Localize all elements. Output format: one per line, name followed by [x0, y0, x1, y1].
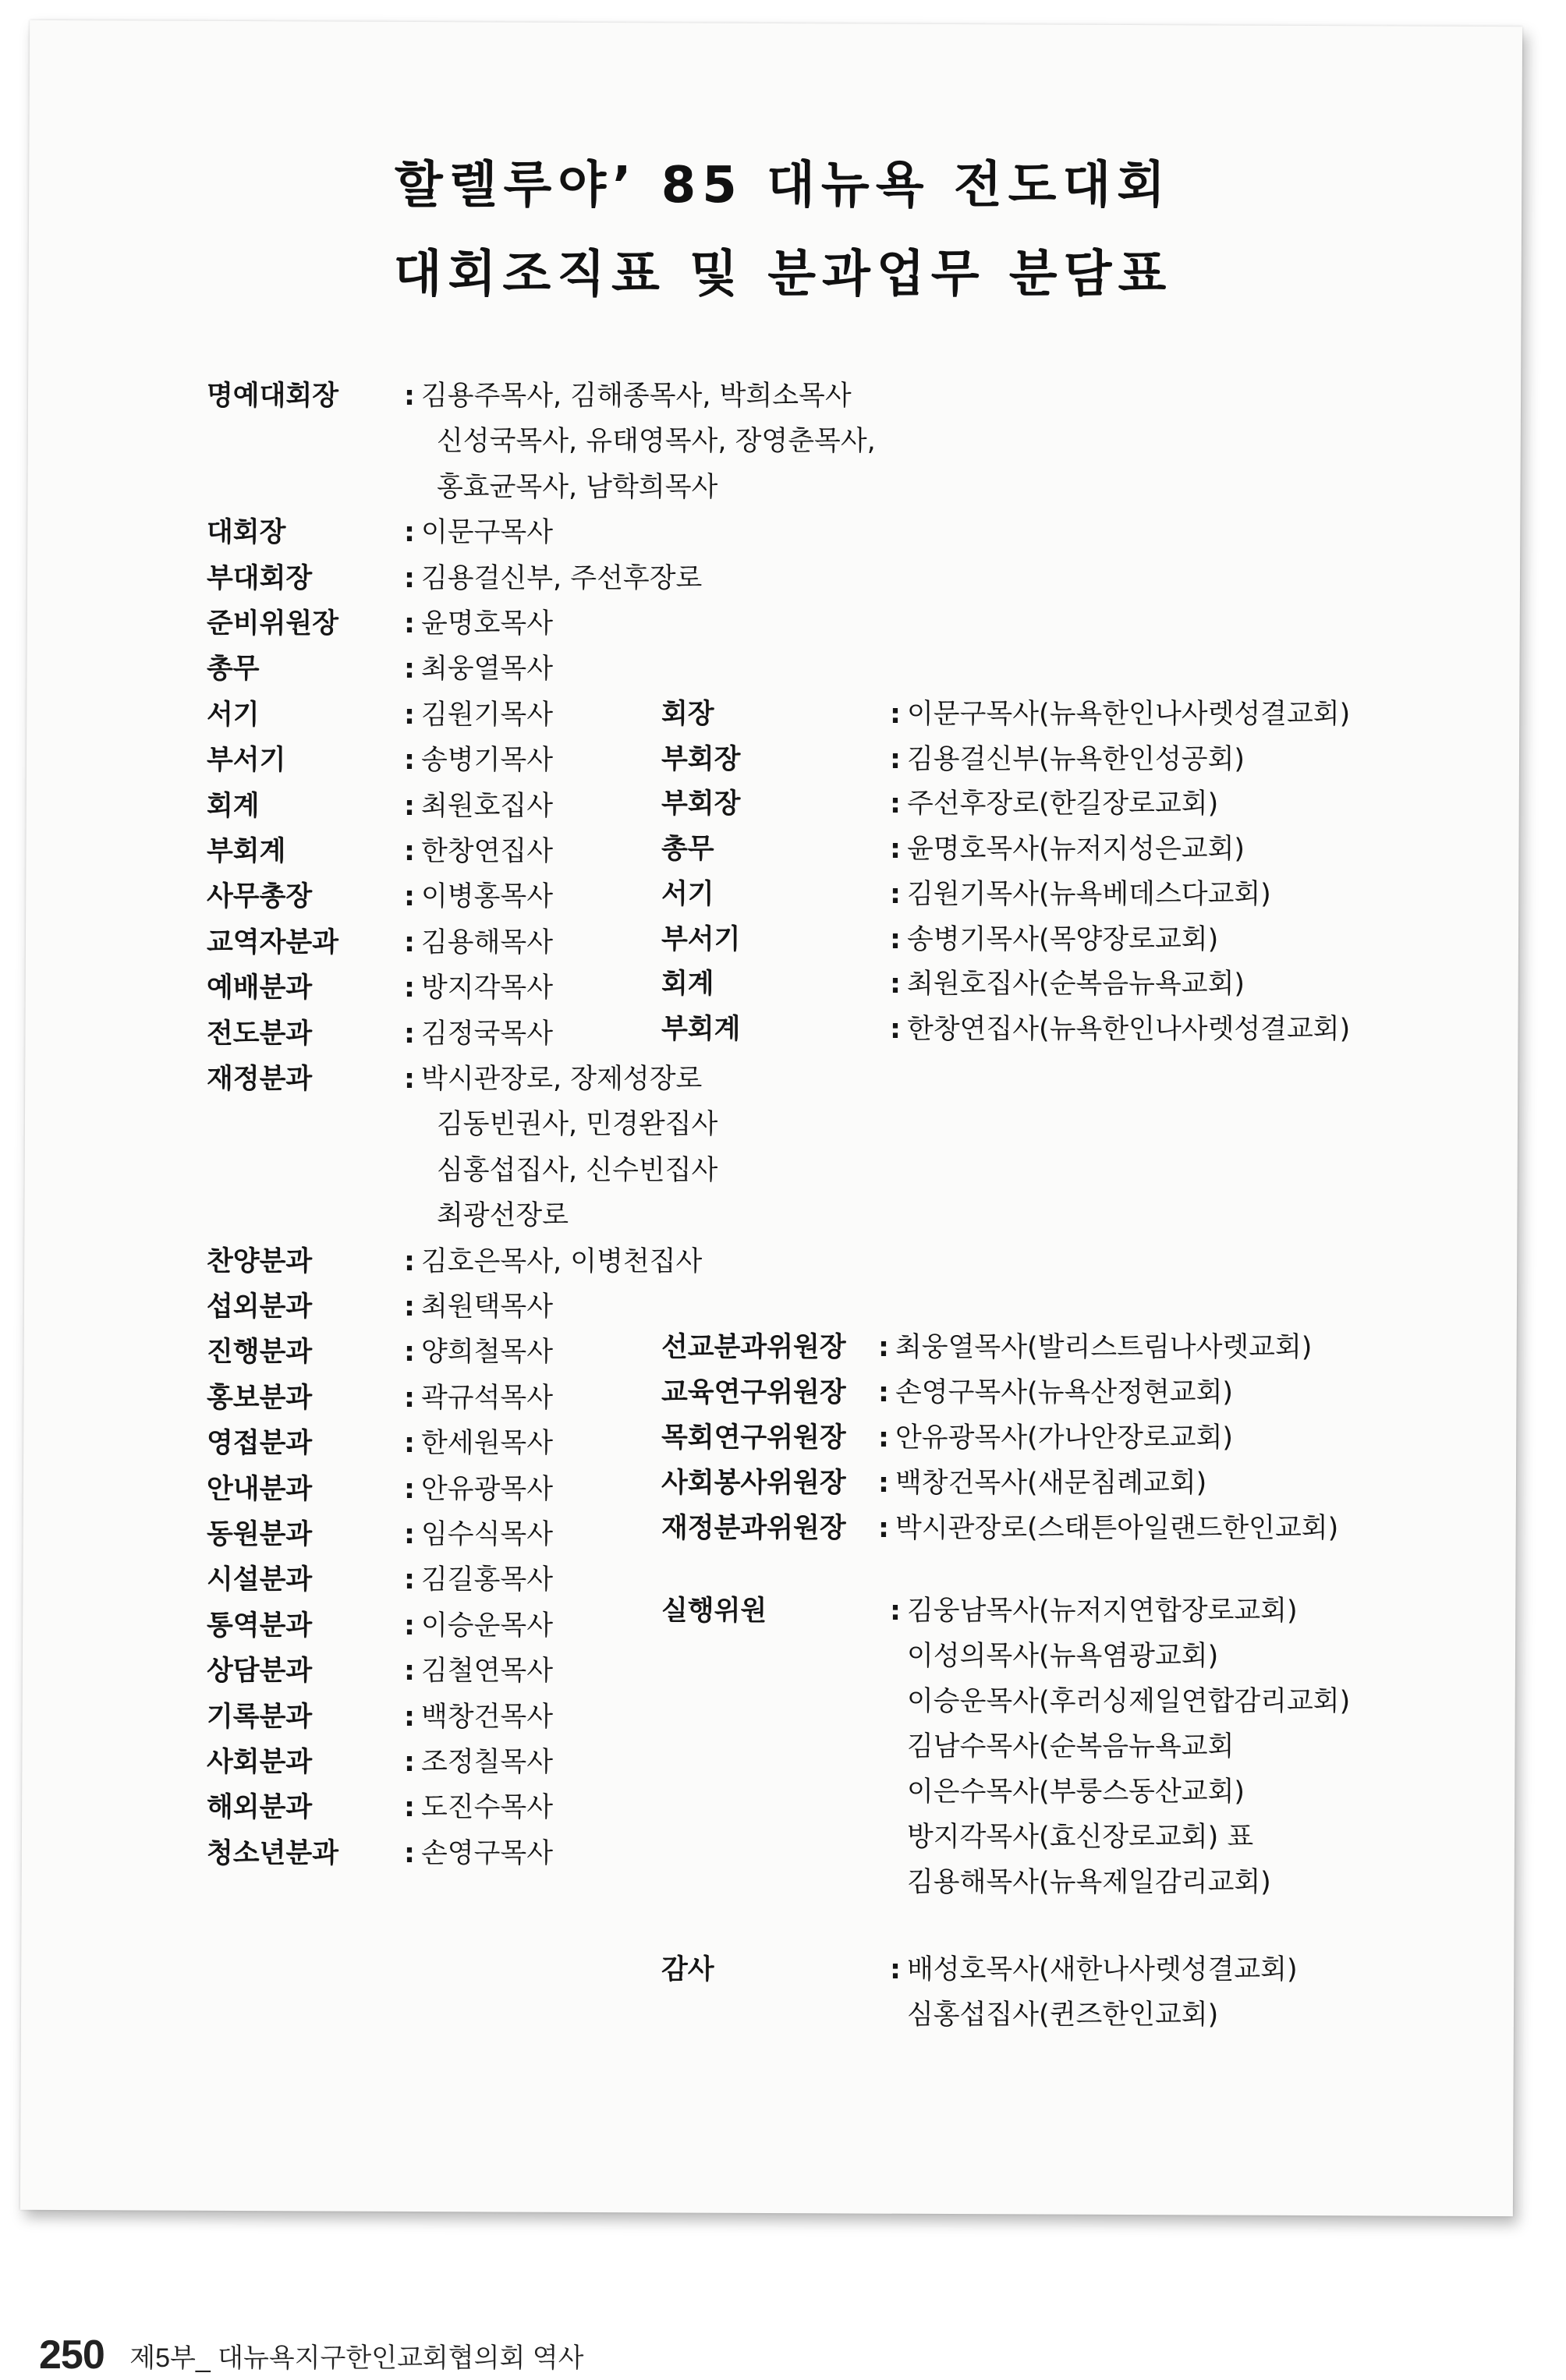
label-separator: :: [878, 1422, 889, 1454]
roster-row: [207, 604, 553, 644]
role-label: 사회봉사위원장: [661, 1468, 846, 1499]
member-names: 양희철목사: [421, 1337, 554, 1369]
member-names: 최광선장로: [437, 1200, 569, 1232]
label-separator: :: [404, 1837, 415, 1869]
roster-row: [661, 919, 1218, 960]
label-separator: :: [404, 836, 415, 867]
member-names: 김용걸신부, 주선후장로: [421, 562, 703, 594]
member-names: 손영구목사(뉴욕산정현교회): [895, 1377, 1234, 1408]
role-label: 재정분과위원장: [661, 1513, 846, 1544]
label-separator: :: [404, 881, 415, 913]
roster-row: [207, 1469, 553, 1510]
role-label: 홍보분과: [207, 1382, 313, 1414]
roster-row: [661, 694, 1350, 735]
label-separator: :: [404, 699, 415, 731]
member-names: 홍효균목사, 남학희목사: [437, 471, 718, 503]
role-label: 회계: [661, 969, 714, 1001]
roster-row: [437, 1150, 717, 1191]
member-names: 송병기목사(목양장로교회): [907, 923, 1219, 955]
member-names: 김용주목사, 김해종목사, 박희소목사: [421, 381, 852, 412]
role-label: 회장: [661, 699, 714, 730]
roster-row: [907, 1727, 1234, 1767]
role-label: 명예대회장: [207, 381, 339, 412]
roster-row: [207, 1742, 553, 1783]
label-separator: :: [890, 878, 901, 910]
member-names: 이병홍목사: [421, 881, 554, 913]
member-names: 안유광목사(가나안장로교회): [895, 1422, 1234, 1454]
member-names: 백창건목사(새문침례교회): [895, 1468, 1207, 1499]
member-names: 김웅남목사(뉴저지연합장로교회): [907, 1596, 1298, 1627]
role-label: 부서기: [661, 923, 741, 955]
member-names: 김용걸신부(뉴욕한인성공회): [907, 743, 1245, 775]
label-separator: :: [404, 1747, 415, 1778]
document-title: 할렐루야’ 85 대뉴욕 전도대회: [394, 157, 1172, 214]
role-label: 총무: [661, 834, 714, 866]
role-label: 상담분과: [207, 1656, 313, 1688]
roster-row: [207, 1287, 553, 1327]
roster-row: [207, 649, 553, 689]
member-names: 김원기목사: [421, 699, 554, 731]
member-names: 이문구목사(뉴욕한인나사렛성결교회): [907, 699, 1351, 730]
member-names: 박시관장로, 장제성장로: [421, 1064, 703, 1095]
label-separator: :: [404, 790, 415, 822]
label-separator: :: [890, 788, 901, 820]
label-separator: :: [878, 1332, 889, 1363]
member-names: 김철연목사: [421, 1656, 554, 1688]
role-label: 총무: [207, 653, 260, 685]
role-label: 섭외분과: [207, 1291, 313, 1323]
roster-row: [661, 739, 1245, 780]
role-label: 부회장: [661, 788, 741, 820]
label-separator: :: [878, 1377, 889, 1408]
roster-row: [207, 558, 702, 599]
member-names: 최원호집사(순복음뉴욕교회): [907, 969, 1245, 1001]
label-separator: :: [890, 969, 901, 1001]
label-separator: :: [404, 1382, 415, 1414]
roster-row: [207, 968, 553, 1008]
member-names: 윤명호목사(뉴저지성은교회): [907, 834, 1245, 866]
role-label: 교역자분과: [207, 926, 339, 958]
member-names: 안유광목사: [421, 1473, 554, 1505]
roster-row: [661, 1463, 1206, 1503]
roster-row: [661, 1327, 1312, 1368]
member-names: 최원호집사: [421, 790, 554, 822]
role-label: 서기: [207, 699, 260, 731]
label-separator: :: [404, 1656, 415, 1688]
member-names: 주선후장로(한길장로교회): [907, 788, 1219, 820]
role-label: 서기: [661, 878, 714, 910]
roster-row: [437, 1104, 717, 1145]
roster-row: [661, 1591, 1298, 1631]
role-label: 부서기: [207, 745, 286, 777]
role-label: 부대회장: [207, 562, 313, 594]
role-label: 교육연구위원장: [661, 1377, 846, 1408]
roster-row: [437, 467, 717, 508]
label-separator: :: [878, 1468, 889, 1499]
role-label: 대회장: [207, 517, 286, 549]
roster-row: [207, 1378, 553, 1418]
member-names: 임수식목사: [421, 1519, 554, 1550]
member-names: 최웅열목사: [421, 653, 554, 685]
roster-row: [907, 1817, 1253, 1858]
label-separator: :: [404, 1064, 415, 1095]
member-names: 손영구목사: [421, 1837, 554, 1869]
member-names: 이성의목사(뉴욕염광교회): [907, 1641, 1219, 1672]
role-label: 진행분과: [207, 1337, 313, 1369]
roster-row: [661, 1950, 1298, 1990]
member-names: 한창연집사(뉴욕한인나사렛성결교회): [907, 1013, 1351, 1045]
roster-row: [207, 1423, 553, 1464]
roster-row: [207, 512, 553, 553]
roster-row: [207, 695, 553, 735]
label-separator: :: [404, 1610, 415, 1642]
member-names: 김호은목사, 이병천집사: [421, 1245, 703, 1277]
label-separator: :: [404, 517, 415, 549]
member-names: 조정칠목사: [421, 1747, 554, 1778]
roster-row: [207, 786, 553, 827]
roster-row: [907, 1681, 1350, 1722]
role-label: 재정분과: [207, 1064, 313, 1095]
role-label: 목회연구위원장: [661, 1422, 846, 1454]
label-separator: :: [404, 1337, 415, 1369]
label-separator: :: [878, 1513, 889, 1544]
label-separator: :: [404, 1792, 415, 1824]
member-names: 이은수목사(부룽스동산교회): [907, 1776, 1245, 1808]
label-separator: :: [890, 834, 901, 866]
member-names: 도진수목사: [421, 1792, 554, 1824]
roster-row: [907, 1862, 1271, 1903]
role-label: 감사: [661, 1954, 714, 1985]
member-names: 한창연집사: [421, 836, 554, 867]
member-names: 김원기목사(뉴욕베데스다교회): [907, 878, 1271, 910]
roster-row: [907, 1995, 1218, 2035]
scanned-page: [20, 20, 1522, 2216]
member-names: 김용해목사: [421, 926, 554, 958]
role-label: 안내분과: [207, 1473, 313, 1505]
role-label: 사회분과: [207, 1747, 313, 1778]
role-label: 통역분과: [207, 1610, 313, 1642]
roster-row: [207, 740, 553, 781]
roster-row: [207, 1560, 553, 1600]
role-label: 실행위원: [661, 1596, 767, 1627]
label-separator: :: [890, 923, 901, 955]
label-separator: :: [404, 653, 415, 685]
roster-row: [207, 923, 553, 963]
member-names: 김용해목사(뉴욕제일감리교회): [907, 1867, 1271, 1898]
role-label: 부회계: [661, 1013, 741, 1045]
label-separator: :: [404, 972, 415, 1004]
role-label: 예배분과: [207, 972, 313, 1004]
roster-row: [207, 1514, 553, 1555]
roster-row: [661, 1508, 1338, 1549]
roster-row: [207, 1787, 553, 1828]
member-names: 한세원목사: [421, 1428, 554, 1460]
roster-row: [207, 1651, 553, 1691]
role-label: 기록분과: [207, 1701, 313, 1733]
roster-row: [207, 877, 553, 917]
role-label: 동원분과: [207, 1519, 313, 1550]
member-names: 심홍섭집사(퀸즈한인교회): [907, 1999, 1219, 2031]
footer-section-title: 제5부_ 대뉴욕지구한인교회협의회 역사: [129, 2343, 584, 2373]
roster-row: [437, 1195, 569, 1236]
member-names: 백창건목사: [421, 1701, 554, 1733]
member-names: 배성호목사(새한나사렛성결교회): [907, 1954, 1298, 1985]
role-label: 해외분과: [207, 1792, 313, 1824]
member-names: 방지각목사(효신장로교회) 표: [907, 1822, 1254, 1853]
roster-row: [661, 1009, 1350, 1050]
label-separator: :: [404, 1291, 415, 1323]
member-names: 김동빈권사, 민경완집사: [437, 1109, 718, 1141]
member-names: 최웅열목사(발리스트림나사렛교회): [895, 1332, 1313, 1363]
roster-row: [661, 964, 1245, 1004]
member-names: 김길홍목사: [421, 1564, 554, 1596]
roster-row: [207, 1332, 553, 1372]
member-names: 심홍섭집사, 신수빈집사: [437, 1154, 718, 1186]
label-separator: :: [890, 1013, 901, 1045]
role-label: 찬양분과: [207, 1245, 313, 1277]
document-subtitle: 대회조직표 및 분과업무 분담표: [393, 246, 1173, 303]
role-label: 회계: [207, 790, 260, 822]
member-names: 박시관장로(스태튼아일랜드한인교회): [895, 1513, 1339, 1544]
label-separator: :: [404, 381, 415, 412]
roster-row: [661, 829, 1245, 869]
label-separator: :: [404, 1564, 415, 1596]
label-separator: :: [404, 1473, 415, 1505]
roster-row: [207, 1606, 553, 1646]
roster-row: [207, 1241, 702, 1282]
roster-row: [207, 1014, 553, 1054]
roster-row: [207, 831, 553, 872]
roster-row: [661, 1372, 1233, 1413]
member-names: 김남수목사(순복음뉴욕교회: [907, 1731, 1235, 1762]
member-names: 방지각목사: [421, 972, 554, 1004]
member-names: 이문구목사: [421, 517, 554, 549]
roster-row: [907, 1772, 1245, 1812]
page-number: 250: [39, 2332, 105, 2378]
label-separator: :: [404, 562, 415, 594]
member-names: 김정국목사: [421, 1018, 554, 1050]
role-label: 부회장: [661, 743, 741, 775]
label-separator: :: [890, 1954, 901, 1985]
role-label: 시설분과: [207, 1564, 313, 1596]
member-names: 최원택목사: [421, 1291, 554, 1323]
label-separator: :: [404, 1519, 415, 1550]
roster-row: [207, 1059, 702, 1100]
role-label: 사무총장: [207, 881, 313, 913]
role-label: 청소년분과: [207, 1837, 339, 1869]
member-names: 곽규석목사: [421, 1382, 554, 1414]
roster-row: [207, 1697, 553, 1737]
role-label: 선교분과위원장: [661, 1332, 846, 1363]
label-separator: :: [404, 1428, 415, 1460]
label-separator: :: [404, 1018, 415, 1050]
roster-row: [207, 1833, 553, 1874]
roster-row: [661, 784, 1218, 824]
role-label: 준비위원장: [207, 608, 339, 639]
member-names: 윤명호목사: [421, 608, 554, 639]
roster-row: [907, 1636, 1218, 1677]
role-label: 전도분과: [207, 1018, 313, 1050]
roster-row: [437, 421, 876, 462]
label-separator: :: [404, 1701, 415, 1733]
label-separator: :: [404, 608, 415, 639]
member-names: 신성국목사, 유태영목사, 장영춘목사,: [437, 426, 876, 458]
page-footer: [39, 2332, 583, 2378]
roster-row: [661, 1418, 1233, 1458]
label-separator: :: [404, 745, 415, 777]
member-names: 이승운목사(후러싱제일연합감리교회): [907, 1686, 1351, 1717]
label-separator: :: [890, 699, 901, 730]
roster-row: [661, 874, 1271, 915]
label-separator: :: [890, 1596, 901, 1627]
member-names: 이승운목사: [421, 1610, 554, 1642]
label-separator: :: [404, 1245, 415, 1277]
label-separator: :: [890, 743, 901, 775]
roster-row: [207, 376, 852, 416]
role-label: 부회계: [207, 836, 286, 867]
role-label: 영접분과: [207, 1428, 313, 1460]
member-names: 송병기목사: [421, 745, 554, 777]
label-separator: :: [404, 926, 415, 958]
